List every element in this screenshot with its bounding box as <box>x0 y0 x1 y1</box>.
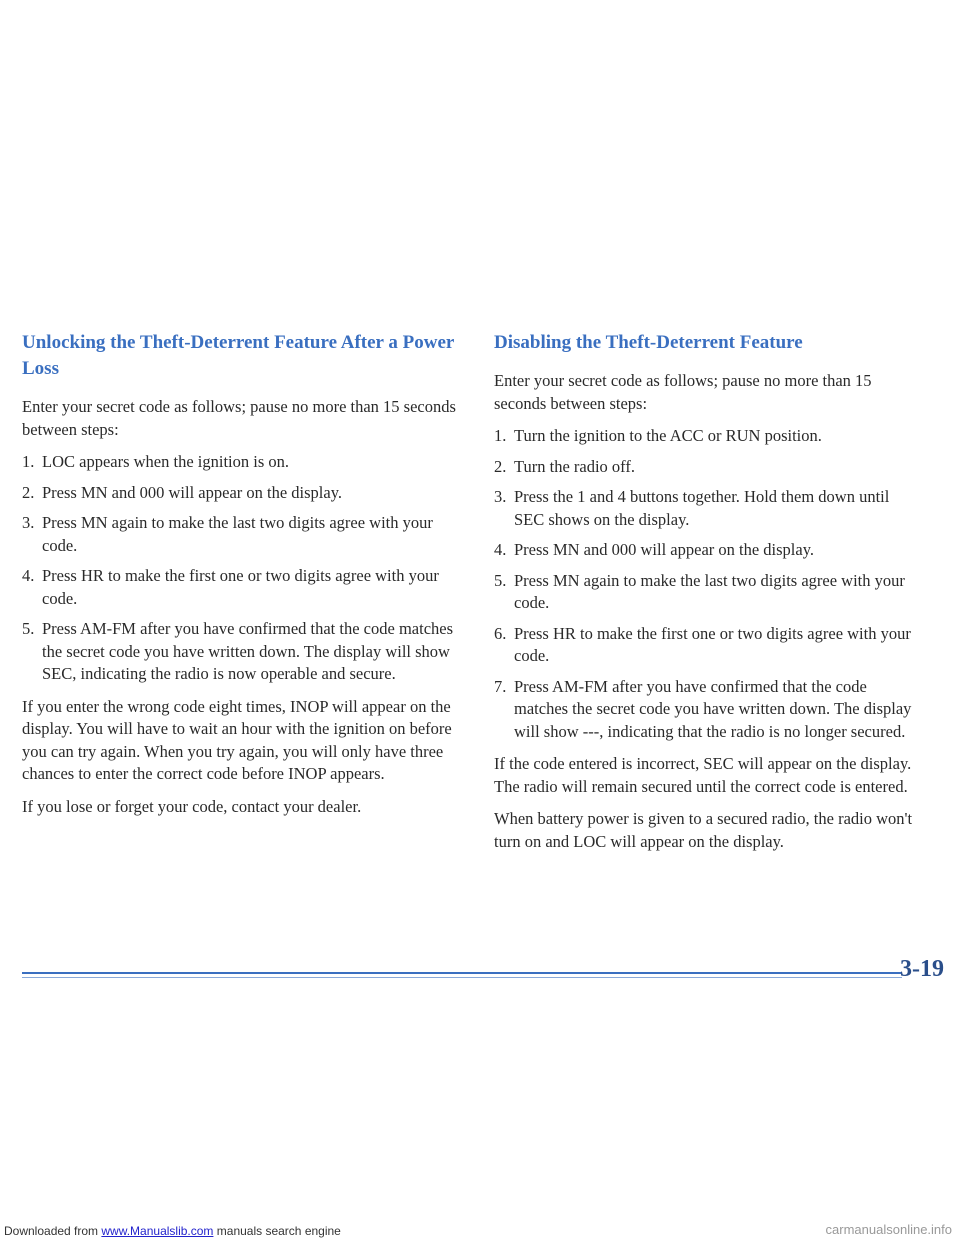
footer-rule <box>22 972 902 974</box>
right-intro: Enter your secret code as follows; pause no more than 15 seconds between steps: <box>494 371 872 413</box>
right-heading: Disabling the Theft-Deterrent Feature <box>494 332 803 353</box>
list-item: 5. Press AM-FM after you have confirmed that the code matches the secret code you have written down. The display will show SEC, indicating the radio is now operable and secure. <box>22 619 454 683</box>
page-number: 3-19 <box>900 956 944 982</box>
manualslib-link[interactable]: www.Manualslib.com <box>101 1224 214 1238</box>
watermark-logo: carmanualsonline.info <box>825 1222 952 1237</box>
right-column <box>494 330 914 863</box>
list-item: 4. Press MN and 000 will appear on the display. <box>494 540 815 559</box>
list-item: 6. Press HR to make the first one or two digits agree with your code. <box>494 623 911 665</box>
list-item: 3. Press the 1 and 4 buttons together. Hold them down until SEC shows on the display. <box>494 487 890 529</box>
list-item: 5. Press MN again to make the last two digits agree with your code. <box>494 570 905 612</box>
list-item: 4. Press HR to make the first one or two digits agree with your code. <box>22 566 439 608</box>
right-paragraph-battery: When battery power is given to a secured radio, the radio won't turn on and LOC will appear on the display. <box>494 809 913 851</box>
list-item: 2. Turn the radio off. <box>494 456 635 476</box>
list-item: 1. LOC appears when the ignition is on. <box>22 452 290 471</box>
left-column <box>22 330 462 828</box>
left-steps <box>22 451 462 686</box>
footer-rule-thin <box>22 977 902 978</box>
list-item: 3. Press MN again to make the last two digits agree with your code. <box>22 513 433 555</box>
right-paragraph-incorrect-code: If the code entered is incorrect, SEC will appear on the display. The radio will remain secured until the correct code is entered. <box>494 754 912 796</box>
download-notice: Downloaded from www.Manualslib.com manuals search engine <box>4 1224 341 1238</box>
list-item: 1. Turn the ignition to the ACC or RUN position. <box>494 426 822 445</box>
left-intro: Enter your secret code as follows; pause no more than 15 seconds between steps: <box>22 397 456 439</box>
left-paragraph-lose-code: If you lose or forget your code, contact your dealer. <box>22 796 362 816</box>
right-steps <box>494 425 914 743</box>
list-item: 2. Press MN and 000 will appear on the display. <box>22 482 343 502</box>
list-item: 7. Press AM-FM after you have confirmed that the code matches the secret code you have written down. The display will show ---, indicating that the radio is no longer secured. <box>494 676 912 741</box>
left-heading: Unlocking the Theft-Deterrent Feature After a Power Loss <box>22 332 454 379</box>
left-paragraph-inop: If you enter the wrong code eight times, INOP will appear on the display. You will have to wait an hour with the ignition on before you can try again. When you try again, you will only have three chances to enter the correct code before INOP appears. <box>22 696 452 783</box>
